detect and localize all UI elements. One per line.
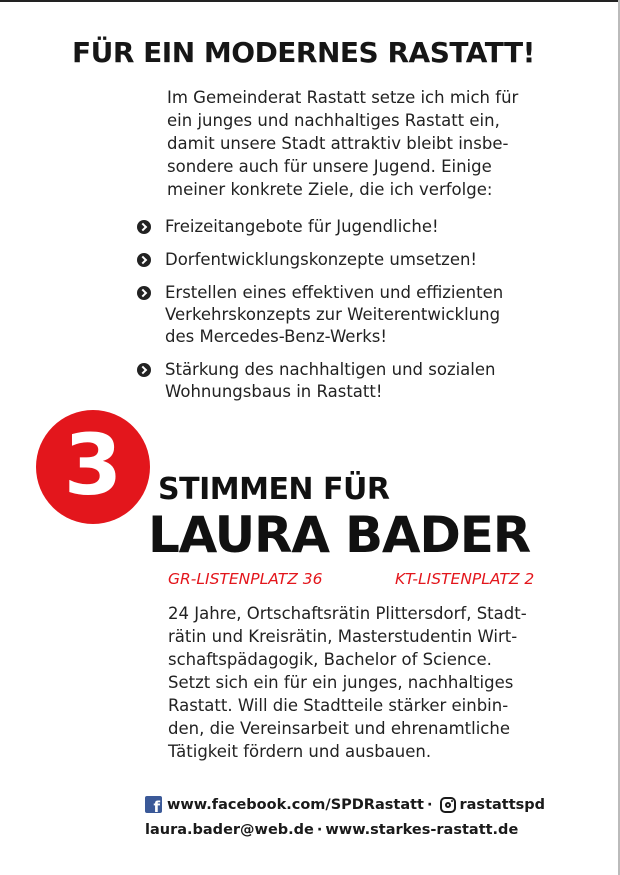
- email-website-line: [145, 822, 518, 838]
- list-item: [137, 359, 577, 403]
- bio-line: Setzt sich ein für ein junges, nachhaltiges: [168, 673, 514, 692]
- list-item-line: Freizeitangebote für Jugendliche!: [165, 217, 439, 236]
- list-item: [137, 249, 577, 271]
- bio-line: rätin und Kreisrätin, Masterstudentin Wirt-: [168, 627, 518, 646]
- list-item: [137, 216, 577, 238]
- headline: FÜR EIN MODERNES RASTATT!: [72, 36, 535, 69]
- intro-line: meiner konkrete Ziele, die ich verfolge:: [167, 180, 493, 199]
- bio-line: den, die Vereinsarbeit und ehrenamtliche: [168, 719, 510, 738]
- separator: ·: [316, 822, 323, 838]
- badge-number: 3: [63, 416, 123, 514]
- bio-line: Rastatt. Will die Stadtteile stärker einbin-: [168, 696, 509, 715]
- top-border: [0, 0, 620, 2]
- instagram-icon: [440, 797, 456, 813]
- bio-line: schaftspädagogik, Bachelor of Science.: [168, 650, 492, 669]
- separator: ·: [426, 796, 433, 813]
- chevron-circle-icon: [137, 253, 151, 267]
- intro-line: sondere auch für unsere Jugend. Einige: [167, 157, 492, 176]
- chevron-circle-icon: [137, 363, 151, 377]
- bio-line: Tätigkeit fördern und ausbauen.: [168, 742, 432, 761]
- chevron-circle-icon: [137, 220, 151, 234]
- list-item-line: Stärkung des nachhaltigen und sozialen: [165, 360, 496, 379]
- candidate-bio: [168, 602, 578, 763]
- bio-line: 24 Jahre, Ortschaftsrätin Plittersdorf, Stadt-: [168, 604, 527, 623]
- facebook-link[interactable]: www.facebook.com/SPDRastatt: [167, 796, 424, 813]
- gr-list-position: GR-LISTENPLATZ 36: [168, 570, 323, 588]
- kt-list-position: KT-LISTENPLATZ 2: [395, 570, 535, 588]
- instagram-handle[interactable]: rastattspd: [459, 796, 546, 813]
- list-item: [137, 282, 577, 348]
- social-contact-line: [145, 796, 545, 813]
- intro-line: damit unsere Stadt attraktiv bleibt insbe-: [167, 134, 509, 153]
- candidate-name: LAURA BADER: [148, 506, 530, 564]
- list-item-line: Erstellen eines effektiven und effizienten: [165, 283, 504, 302]
- intro-text: [167, 86, 572, 201]
- list-item-line: des Mercedes-Benz-Werks!: [165, 327, 388, 346]
- email-link[interactable]: laura.bader@web.de: [145, 822, 314, 838]
- website-link[interactable]: www.starkes-rastatt.de: [325, 822, 519, 838]
- facebook-icon: [145, 796, 162, 813]
- votes-for-label: STIMMEN FÜR: [158, 472, 390, 507]
- list-item-line: Wohnungsbaus in Rastatt!: [165, 382, 383, 401]
- list-item-line: Verkehrskonzepts zur Weiterentwicklung: [165, 305, 501, 324]
- list-item-line: Dorfentwicklungskonzepte umsetzen!: [165, 250, 478, 269]
- intro-line: Im Gemeinderat Rastatt setze ich mich für: [167, 88, 519, 107]
- vote-count-badge: [36, 410, 150, 524]
- goals-list: [137, 216, 577, 414]
- intro-line: ein junges und nachhaltiges Rastatt ein,: [167, 111, 500, 130]
- chevron-circle-icon: [137, 286, 151, 300]
